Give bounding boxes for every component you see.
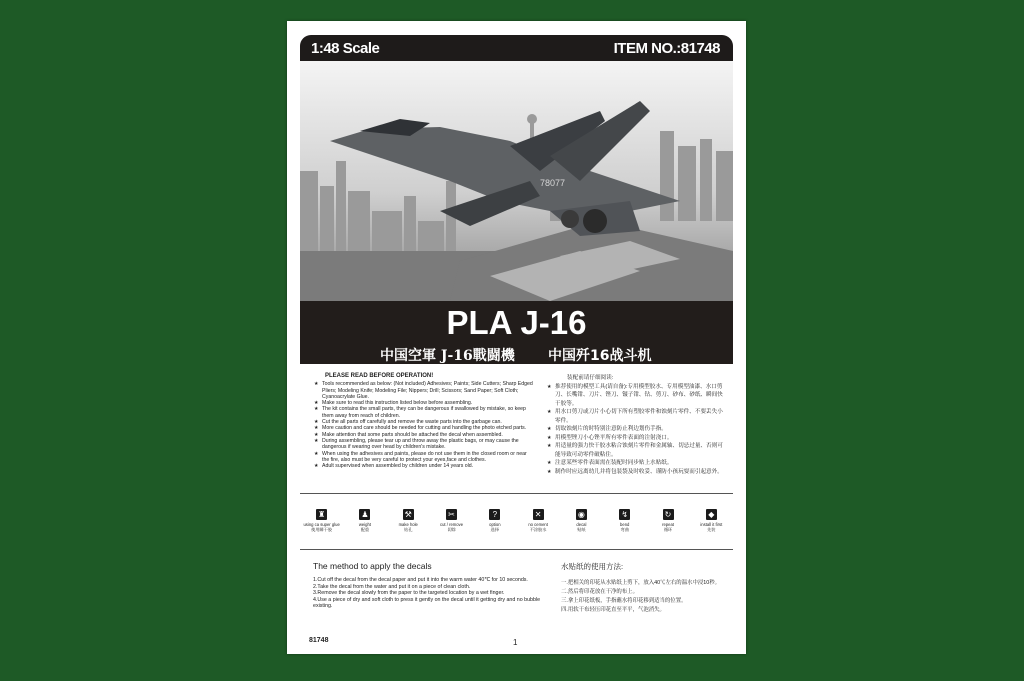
symbol-item <box>475 509 515 539</box>
warning-item-cn: ★ 制作时应远离幼儿并将包装袋及时收妥、谨防小孩玩耍而引起意外。 <box>547 468 725 477</box>
decal-instructions-english <box>313 561 543 610</box>
symbol-item <box>388 509 428 539</box>
kit-title-cn-simplified: 中国歼16战斗机 <box>548 348 652 364</box>
symbol-item <box>561 509 601 539</box>
page-number: 1 <box>513 638 518 647</box>
warning-item-cn: ★ 用适量的强力快干胶水粘合蚀刻片零件和金属轴、切忌过量、否则可能导致可动零件破粘住。 <box>547 442 725 459</box>
symbol-label: option <box>489 522 501 527</box>
box-art-photo <box>300 61 733 301</box>
decal-step: 3.Remove the decal slowly from the paper to the targeted location by a wet finger. <box>313 590 505 596</box>
warning-item: ★ Make attention that some parts should be attached the decal when assembled. <box>313 432 533 438</box>
bend-icon: ↯ <box>619 509 630 520</box>
section-divider <box>300 549 733 550</box>
warnings-heading-cn: 装配前请仔细阅读: <box>567 375 614 381</box>
symbol-item <box>345 509 385 539</box>
symbol-item <box>605 509 645 539</box>
warning-item-cn: ★ 注意某些零件表面需在装配时同步贴上水贴纸。 <box>547 459 725 468</box>
decal-heading-cn: 水贴纸的使用方法: <box>561 562 624 571</box>
kit-title-cn-traditional: 中国空軍 J-16戰闘機 <box>380 348 515 364</box>
instruction-sheet <box>287 21 746 654</box>
decal-step: 1.Cut off the decal from the decal paper and put it into the warm water 40℃ for 10 seconds. <box>313 577 528 583</box>
warning-item: ★ During assembling, please tear up and throw away the plastic bags, or may cause the dangerous if wearing over head by children's mistake. <box>313 438 533 451</box>
warning-item: ★ The kit contains the small parts, they can be dangerous if swallowed by mistake, so keep them away from reach of children. <box>313 406 533 419</box>
install-first-icon: ◆ <box>706 509 717 520</box>
symbol-label: make hole <box>398 522 418 527</box>
decal-icon: ◉ <box>576 509 587 520</box>
symbol-label: decal <box>576 522 587 527</box>
weight-icon: ♟ <box>361 510 369 519</box>
symbol-legend <box>300 509 733 539</box>
tail-number: 78077 <box>540 178 566 188</box>
decal-step-cn: 四.用软干布轻压印花直至平平，气泡消失。 <box>561 607 665 613</box>
symbol-label-cn: 循环 <box>663 527 673 532</box>
kit-title: PLA J-16 <box>446 304 587 341</box>
symbol-item <box>302 509 342 539</box>
decal-step: 4.Use a piece of dry and soft cloth to press it gently on the decal until it getting dry and no bubble existing. <box>313 596 541 609</box>
decal-instructions-chinese <box>561 561 731 615</box>
title-band <box>300 301 733 364</box>
symbol-item <box>518 509 558 539</box>
warnings-english <box>313 373 533 469</box>
warning-item-cn: ★ 用模型锉刀小心锉平所有零件表面的注射浇口。 <box>547 434 725 443</box>
no-cement-icon: ✕ <box>533 509 544 520</box>
symbol-label: using ca super glue <box>303 522 340 527</box>
warning-item-cn: ★ 用水口剪刀或刀片小心切下所有塑胶零件和蚀刻片零件、不要丢失小零件。 <box>547 408 725 425</box>
symbol-item <box>432 509 472 539</box>
symbol-label: bend <box>620 522 630 527</box>
symbol-label-cn: 切除 <box>447 527 456 532</box>
warning-item: ★ Tools recommended as below: (Not included) Adhesives; Paints; Side Cutters; Sharp Edged Pliers; Modeling Knife; Modeling File; Nippers; Drill; Scissors; Sand Paper; Soft Cloth; Cyanoacrylate Glue. <box>313 381 533 400</box>
symbol-label-cn: 不涂胶水 <box>529 527 547 532</box>
warning-item: ★ When using the adhesives and paints, please do not use them in the closed room or near the fire, also must be very careful to protect your eyes,face and clothes. <box>313 451 533 464</box>
scale-label: 1:48 Scale <box>311 40 380 57</box>
symbol-label: repeat <box>662 522 674 527</box>
warnings-heading: PLEASE READ BEFORE OPERATION! <box>325 373 434 379</box>
section-divider <box>300 493 733 494</box>
symbol-item <box>648 509 688 539</box>
warning-item-cn: ★ 切取蚀刻片的时特别注意防止利边划伤手指。 <box>547 425 725 434</box>
item-number: ITEM NO.:81748 <box>613 40 720 57</box>
symbol-label: cut / remove <box>440 522 464 527</box>
symbol-item <box>691 509 731 539</box>
box-art-illustration <box>300 61 733 301</box>
symbol-label: install it first <box>700 522 723 527</box>
glue-bottle-icon: ♜ <box>318 510 326 519</box>
symbol-label-cn: 钻孔 <box>404 527 413 532</box>
symbol-label: weight <box>358 522 371 527</box>
symbol-label-cn: 先装 <box>707 527 716 532</box>
repeat-icon: ↻ <box>663 509 674 520</box>
question-icon: ? <box>489 509 500 520</box>
warning-item: ★ Adult supervised when assembled by children under 14 years old. <box>313 463 533 469</box>
symbol-label-cn: 配重 <box>360 527 370 532</box>
drill-icon: ⚒ <box>404 510 412 519</box>
symbol-label-cn: 选择 <box>490 527 500 532</box>
decal-step: 2.Take the decal from the water and put it on a piece of clean cloth. <box>313 583 471 590</box>
warning-item-cn: ★ 推荐使用的模型工具(请自备):专用模型胶水、专用模型油漆、水口剪刀、长嘴钳、刀片、锉刀、镊子钳、钻、剪刀、砂布、砂纸、瞬间快干胶等。 <box>547 383 725 409</box>
decal-step-cn: 一.把相关的印花从水贴纸上剪下，放入40℃左右的温水中浸10秒。 <box>561 580 721 586</box>
warning-item: ★ Cut the all parts off carefully and remove the waste parts into the garbage can. <box>313 419 533 425</box>
decal-step-cn: 二.然后将印花放在干净的布上。 <box>561 589 638 595</box>
symbol-label-cn: 贴纸 <box>577 527 586 532</box>
decal-heading: The method to apply the decals <box>313 561 432 571</box>
warning-item: ★ More caution and care should be needed for cutting and handling the photo etched parts. <box>313 425 533 431</box>
cut-icon: ✂ <box>446 509 457 520</box>
warning-item: ★ Make sure to read this instruction listed below before assembling. <box>313 400 533 406</box>
symbol-label-cn: 弯曲 <box>620 527 629 532</box>
decal-step-cn: 三.拿上印花纸板，手指蘸水将印花移到适当的位置。 <box>561 598 687 604</box>
symbol-label-cn: 使用瞬干胶 <box>311 527 333 532</box>
warnings-chinese <box>547 374 725 476</box>
header-bar <box>300 35 733 61</box>
symbol-label: no cement <box>528 522 548 527</box>
footer-item-code: 81748 <box>309 637 329 644</box>
